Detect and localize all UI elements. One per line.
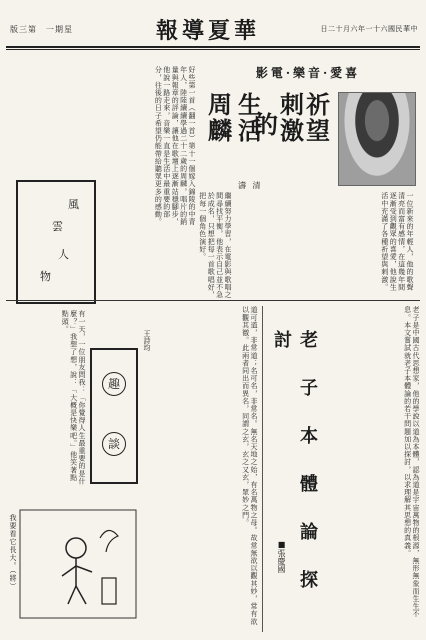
article-body-left: 好些第一首（翻一首）第十一個嫁入錦陵的中青年人，陸陸續續學過二十二歲的周麟，唱片的銷量與報章的評論，讓他在歌壇上逐漸站穩腳步，他說一路走來，音樂一直是生活中最重要的部分，往後的日子希望仍能帶給聽眾更多的感動。 <box>154 66 196 226</box>
fengyun-char-3: 人 <box>58 248 69 261</box>
section-divider <box>6 300 420 301</box>
qutan-author: 王詩均 <box>143 330 151 351</box>
laozi-author: ■張慶國 <box>277 540 286 573</box>
masthead <box>6 14 420 44</box>
section-banner: 影電·樂音·愛喜 <box>255 66 361 80</box>
newspaper-title: 報導夏華 <box>156 18 261 44</box>
byline: 濤 清 <box>238 181 263 190</box>
fengyun-char-2: 雲 <box>52 220 63 233</box>
laozi-body-left: 道可道，非常道；名可名，非常名。無名天地之始，有名萬物之母。故常無欲以觀其妙，常有欲以觀其徼。此兩者同出而異名，同謂之玄，玄之又玄，眾妙之門。 <box>241 306 258 626</box>
laozi-body-right: 老子是中國古代思想家，他的學說以道為本體，認為道是宇宙萬物的根源，無形無象而生生不息。本文嘗試就老子本體論的若干問題加以探討，以求理解其思想的真義。 <box>403 306 420 618</box>
qutan-char-2: 談 <box>102 432 126 456</box>
qutan-char-1: 趣 <box>102 372 126 396</box>
headline-left-col: 周 麟 <box>208 90 232 145</box>
fengyun-renwu-box <box>16 180 96 304</box>
article-body-right: 一位新來的年輕人，他的歌聲清亮而富有感情，在這幾年間逐漸受到觀眾的喜愛，他說生活中充滿了各種祈望與刺激。 <box>380 192 414 291</box>
cartoon-illustration <box>18 508 138 620</box>
article-body-middle: 繼續努力學習，在電影與歌唱之間尋找平衡，他表示自己並不急於成名，只想把每一首歌唱好，把每一個角色演好。 <box>198 192 232 299</box>
column-rule <box>262 306 263 632</box>
headline-mid-col: 生 活 <box>238 90 262 145</box>
fengyun-char-4: 物 <box>40 270 51 283</box>
cartoon-caption: 我要看它長大。（將） <box>9 514 17 591</box>
fengyun-char-1: 風 <box>68 198 79 211</box>
headline-de: 的 <box>254 110 278 139</box>
headline-right-col2: 刺 激 <box>280 90 304 145</box>
issue-date: 日二十月六年一十六國民華中 <box>320 25 418 33</box>
laozi-article-title: 老子本體論探討 <box>271 330 318 618</box>
page-edition-label: 版三第 一期星 <box>10 25 73 34</box>
qutan-body: 有一天，一位朋友問我：「你覺得人生最重要的是什麼？」我想了想，說：「大概是快樂吧。」他笑著點點頭。 <box>61 310 86 485</box>
qutan-box <box>90 348 138 484</box>
portrait-photo <box>338 92 416 186</box>
headline-right-col: 祈 望 <box>306 90 330 145</box>
masthead-rule <box>6 46 420 50</box>
